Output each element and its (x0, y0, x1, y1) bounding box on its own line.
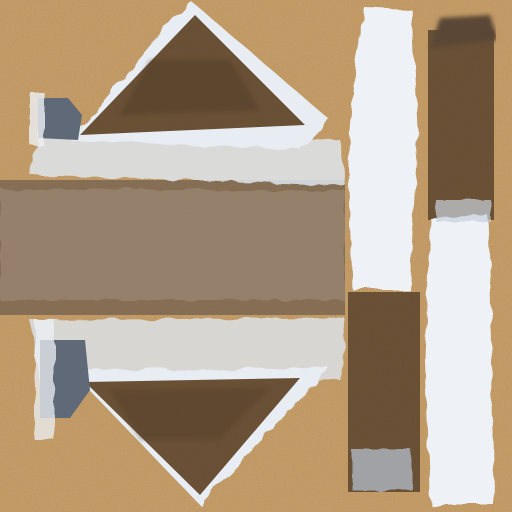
middle-band-frost (0, 190, 345, 300)
column-b-upper (428, 30, 494, 220)
column-a-upper (348, 8, 418, 290)
column-b-upper-frost (436, 200, 491, 222)
column-a-lower-frost (352, 450, 412, 490)
left-small-tab-bottom-snow (35, 320, 55, 440)
left-small-tab-top-snow (30, 92, 44, 145)
column-b-lower (425, 215, 494, 505)
right-edge-strip (496, 0, 512, 512)
